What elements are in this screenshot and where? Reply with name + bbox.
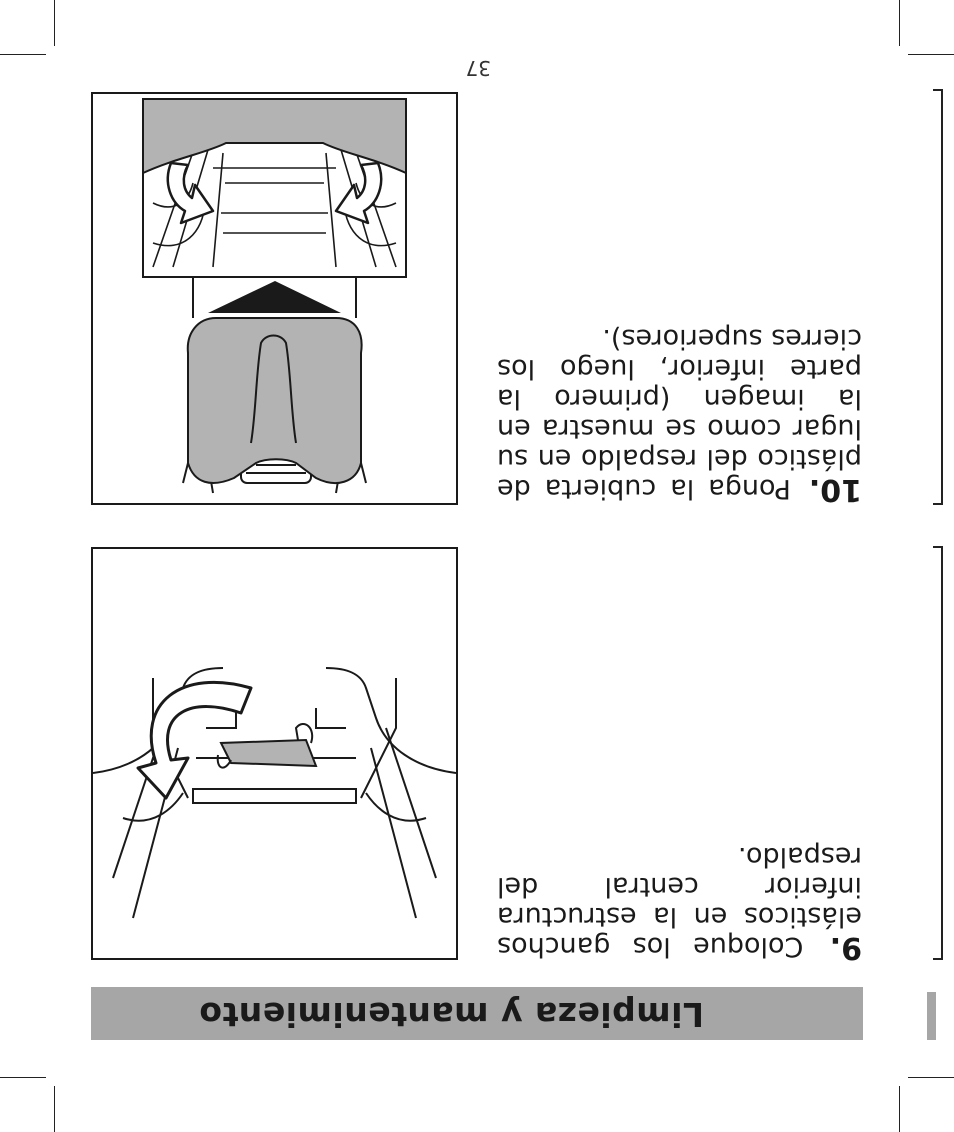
chapter-tab: [927, 992, 936, 1040]
step-9-figure: [91, 547, 458, 960]
step-bracket: [933, 546, 943, 960]
step-10-number: 10.: [808, 472, 862, 507]
page-number: 37: [465, 56, 491, 80]
backrest-cover-illustration: [93, 94, 456, 503]
down-arrow-icon: [208, 281, 341, 313]
curved-arrow-icon: [138, 682, 251, 798]
step-10: [497, 323, 862, 507]
step-9-number: 9.: [829, 930, 862, 965]
step-bracket: [933, 89, 943, 505]
step-10-text: Ponga la cubierta de plástico del respaldo en su lugar como se muestra en la imagen (primero la parte inferior, luego los cierres superiores).: [497, 323, 862, 504]
step-9: [497, 841, 862, 965]
step-9-text: Coloque los ganchos elásticos en la estructura inferior central del respaldo.: [497, 841, 862, 962]
backrest-hooks-illustration: [93, 549, 456, 958]
step-10-figure: [91, 92, 458, 505]
section-title: Limpieza y mantenimiento: [198, 995, 704, 1034]
